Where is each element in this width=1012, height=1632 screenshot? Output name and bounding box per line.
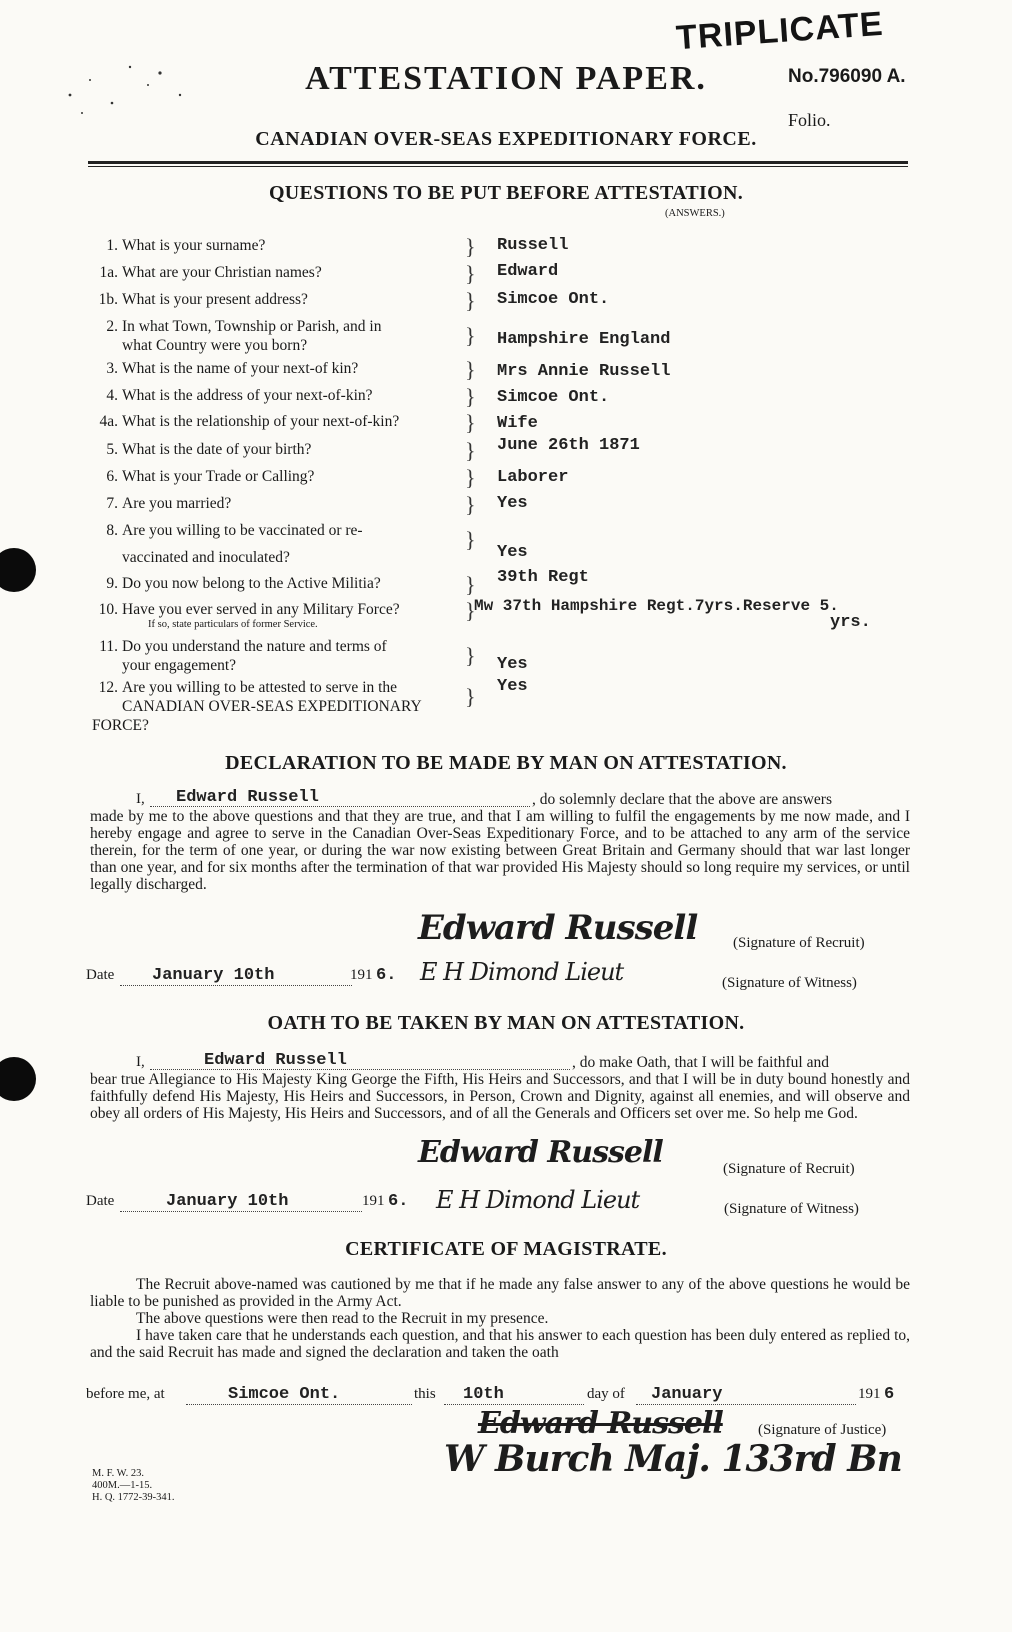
question-text: In what Town, Township or Parish, and in [122, 318, 382, 335]
bracket-mark: } [465, 643, 476, 668]
oath-heading: OATH TO BE TAKEN BY MAN ON ATTESTATION. [267, 1012, 745, 1034]
question-number: 2. [106, 318, 118, 335]
question-row [92, 467, 472, 486]
question-row [92, 637, 472, 675]
declaration-heading: DECLARATION TO BE MADE BY MAN ON ATTESTATION. [225, 752, 787, 774]
question-text-line [92, 317, 472, 336]
certificate-p1-text: The Recruit above-named was cautioned by me that if he made any false answer to any of the above questions he would be liable to be punished as provided in the Army Act. [90, 1276, 910, 1310]
declaration-year-prefix: 191 [350, 967, 373, 983]
question-number: 6. [106, 468, 118, 485]
declaration-date: January 10th [152, 966, 275, 985]
certificate-p2-text: The above questions were then read to the Recruit in my presence. [136, 1310, 549, 1327]
question-number: 5. [106, 441, 118, 458]
question-text: your engagement? [122, 657, 237, 674]
answer-value: Simcoe Ont. [497, 290, 610, 309]
punch-hole [0, 1057, 36, 1101]
certificate-p2 [90, 1310, 910, 1327]
question-text: Are you married? [122, 495, 232, 512]
question-row [92, 236, 472, 255]
certificate-heading: CERTIFICATE OF MAGISTRATE. [345, 1238, 667, 1260]
footer-line: M. F. W. 23. [92, 1468, 144, 1479]
bracket-mark: } [465, 527, 476, 552]
question-number: 1b. [98, 291, 118, 308]
bracket-mark: } [465, 288, 476, 313]
oath-year-prefix: 191 [362, 1193, 385, 1209]
question-number: 4a. [99, 413, 118, 430]
oath-prefix: I, [136, 1054, 145, 1070]
oath-body [90, 1071, 910, 1122]
question-text: What is your Trade or Calling? [122, 468, 315, 485]
answer-value: Yes [497, 677, 528, 696]
header-title: ATTESTATION PAPER. [305, 60, 707, 97]
declaration-year-digit: 6. [376, 966, 397, 985]
oath-name: Edward Russell [204, 1051, 347, 1070]
question-text: What is the date of your birth? [122, 441, 312, 458]
question-text-line [92, 656, 472, 675]
question-text-line [92, 494, 472, 513]
certificate-month: January [651, 1385, 723, 1404]
bracket-mark: } [465, 438, 476, 463]
answer-value: Russell [497, 236, 569, 255]
certificate-p3 [90, 1327, 910, 1361]
answer-value: Wife [497, 414, 538, 433]
bracket-mark: } [465, 357, 476, 382]
question-text: Have you ever served in any Military Force? [122, 601, 400, 618]
bracket-mark: } [465, 410, 476, 435]
double-rule [88, 161, 908, 164]
bracket-mark: } [465, 465, 476, 490]
question-row [92, 521, 472, 567]
question-text: Are you willing to be attested to serve in the [122, 679, 398, 696]
question-text: Are you willing to be vaccinated or re- [122, 522, 363, 539]
double-rule [88, 166, 908, 167]
question-text-line [92, 386, 472, 405]
question-text-line [92, 440, 472, 459]
oath-recruit-signature: Edward Russell [418, 1135, 663, 1170]
question-row [92, 317, 472, 355]
question-row [92, 386, 472, 405]
answer-value: Yes [497, 494, 528, 513]
question-text-line [92, 600, 472, 619]
question-number: 1. [106, 237, 118, 254]
question-number: 9. [106, 575, 118, 592]
certificate-month-line [636, 1404, 856, 1405]
question-text: CANADIAN OVER-SEAS EXPEDITIONARY FORCE? [92, 698, 422, 734]
certificate-place-line [186, 1404, 412, 1405]
question-text: vaccinated and inoculated? [122, 549, 290, 566]
oath-date: January 10th [166, 1192, 289, 1211]
question-text: What is the address of your next-of-kin? [122, 387, 373, 404]
bracket-mark: } [465, 261, 476, 286]
question-number: 8. [106, 522, 118, 539]
certificate-this-label: this [414, 1386, 436, 1402]
question-text-line [92, 678, 472, 697]
footer-line: H. Q. 1772-39-341. [92, 1492, 175, 1503]
question-text: What is your present address? [122, 291, 308, 308]
question-text-line [92, 236, 472, 255]
question-text-line [92, 697, 472, 735]
certificate-year-prefix: 191 [858, 1386, 881, 1402]
bracket-mark: } [465, 684, 476, 709]
question-row [92, 290, 472, 309]
bracket-mark: } [465, 384, 476, 409]
answer-value: Mw 37th Hampshire Regt.7yrs.Reserve 5. [474, 597, 839, 615]
question-row [92, 574, 472, 593]
question-row [92, 359, 472, 378]
question-text-line [92, 263, 472, 282]
oath-text-after-name: , do make Oath, that I will be faithful and [572, 1054, 829, 1071]
bracket-mark: } [465, 492, 476, 517]
question-number: 7. [106, 495, 118, 512]
question-text-line [92, 637, 472, 656]
declaration-prefix: I, [136, 791, 145, 807]
question-text: What is the name of your next-of kin? [122, 360, 359, 377]
question-row [92, 440, 472, 459]
bracket-mark: } [465, 234, 476, 259]
certificate-p1 [90, 1276, 910, 1310]
certificate-year-digit: 6 [884, 1385, 895, 1404]
answer-value: Yes [497, 655, 528, 674]
certificate-justice-signature: W Burch Maj. 133rd Bn [444, 1438, 902, 1480]
bracket-mark: } [465, 598, 476, 623]
folio-label: Folio. [788, 110, 831, 130]
answer-value: Yes [497, 543, 528, 562]
answer-value: Simcoe Ont. [497, 388, 610, 407]
question-number: 1a. [99, 264, 118, 281]
answer-value: Edward [497, 262, 559, 281]
question-text-line [92, 336, 472, 355]
question-text-line [92, 412, 472, 431]
footer-code [92, 1468, 175, 1504]
question-number: 12. [98, 679, 118, 696]
triplicate-stamp: TRIPLICATE [674, 4, 885, 58]
question-row [92, 494, 472, 513]
question-number: 4. [106, 387, 118, 404]
oath-body-text: bear true Allegiance to His Majesty King George the Fifth, His Heirs and Successors, and that I will be in duty bound honestly and faithfully defend His Majesty, His Heirs and Successors, in Person, Crown and Dignity, against all enemies, and will observe and obey all orders of His Majesty, His Heirs and Successors, and of all the Generals and Officers set over me. So help me God. [90, 1071, 910, 1122]
question-text-line [92, 359, 472, 378]
certificate-p3-text: I have taken care that he understands each question, and that his answer to each question has been duly entered as replied to, and the said Recruit has made and signed the declaration and taken the oath [90, 1327, 910, 1361]
question-row [92, 263, 472, 282]
answer-value: 39th Regt [497, 568, 589, 587]
declaration-text-after-name: , do solemnly declare that the above are answers [532, 791, 832, 808]
question-note: If so, state particulars of former Service. [148, 619, 318, 630]
question-number: 10. [98, 601, 118, 618]
certificate-day-line [444, 1404, 584, 1405]
oath-recruit-label: (Signature of Recruit) [723, 1161, 855, 1177]
oath-year-digit: 6. [388, 1192, 409, 1211]
question-text: What is your surname? [122, 237, 266, 254]
question-text-line [92, 574, 472, 593]
certificate-justice-label: (Signature of Justice) [758, 1422, 887, 1438]
footer-line: 400M.—1-15. [92, 1480, 153, 1491]
question-text-line [92, 548, 472, 567]
declaration-date-label: Date [86, 967, 115, 983]
answer-value: Hampshire England [497, 330, 671, 349]
questions-heading: QUESTIONS TO BE PUT BEFORE ATTESTATION. [268, 182, 744, 204]
declaration-recruit-label: (Signature of Recruit) [733, 935, 865, 951]
oath-date-label: Date [86, 1193, 115, 1209]
certificate-struck-signature: Edward Russell [478, 1406, 723, 1441]
question-row [92, 412, 472, 431]
question-text: What are your Christian names? [122, 264, 322, 281]
question-text-line [92, 521, 472, 540]
declaration-recruit-signature: Edward Russell [418, 908, 698, 948]
certificate-day: 10th [463, 1385, 504, 1404]
declaration-witness-signature: E H Dimond Lieut [420, 958, 624, 986]
certificate-before-label: before me, at [86, 1386, 165, 1402]
answer-value: Laborer [497, 468, 569, 487]
declaration-body [90, 808, 910, 893]
header-subtitle: CANADIAN OVER-SEAS EXPEDITIONARY FORCE. [255, 128, 757, 150]
question-text: Do you understand the nature and terms of [122, 638, 387, 655]
answer-value: Mrs Annie Russell [497, 362, 671, 381]
answer-continuation: yrs. [830, 613, 871, 632]
answer-value: June 26th 1871 [497, 436, 640, 455]
bracket-mark: } [465, 323, 476, 348]
punch-hole [0, 548, 36, 592]
form-number: No.796090 A. [788, 66, 906, 87]
bracket-mark: } [465, 572, 476, 597]
question-row [92, 600, 472, 631]
question-text-line [92, 467, 472, 486]
question-text: What is the relationship of your next-of-kin? [122, 413, 400, 430]
declaration-body-text: made by me to the above questions and that they are true, and that I am willing to fulfil the engagements by me now made, and I hereby engage and agree to serve in the Canadian Over-Seas Expeditionary Force, and to be attached to any arm of the service therein, for the term of one year, or during the war now existing between Great Britain and Germany should that war last longer than one year, and for six months after the termination of that war provided His Majesty should so long require my services, or until legally discharged. [90, 808, 910, 893]
oath-witness-label: (Signature of Witness) [724, 1201, 859, 1217]
certificate-place: Simcoe Ont. [228, 1385, 341, 1404]
oath-date-line [120, 1211, 362, 1212]
certificate-day-of-label: day of [587, 1386, 625, 1402]
question-number: 11. [99, 638, 118, 655]
question-row [92, 678, 472, 735]
oath-witness-signature: E H Dimond Lieut [436, 1186, 640, 1214]
question-number: 3. [106, 360, 118, 377]
answers-label: (ANSWERS.) [665, 208, 725, 219]
declaration-witness-label: (Signature of Witness) [722, 975, 857, 991]
question-text-line [92, 290, 472, 309]
declaration-date-line [120, 985, 352, 986]
question-text: what Country were you born? [122, 337, 308, 354]
declaration-name: Edward Russell [176, 788, 319, 807]
question-text: Do you now belong to the Active Militia? [122, 575, 381, 592]
